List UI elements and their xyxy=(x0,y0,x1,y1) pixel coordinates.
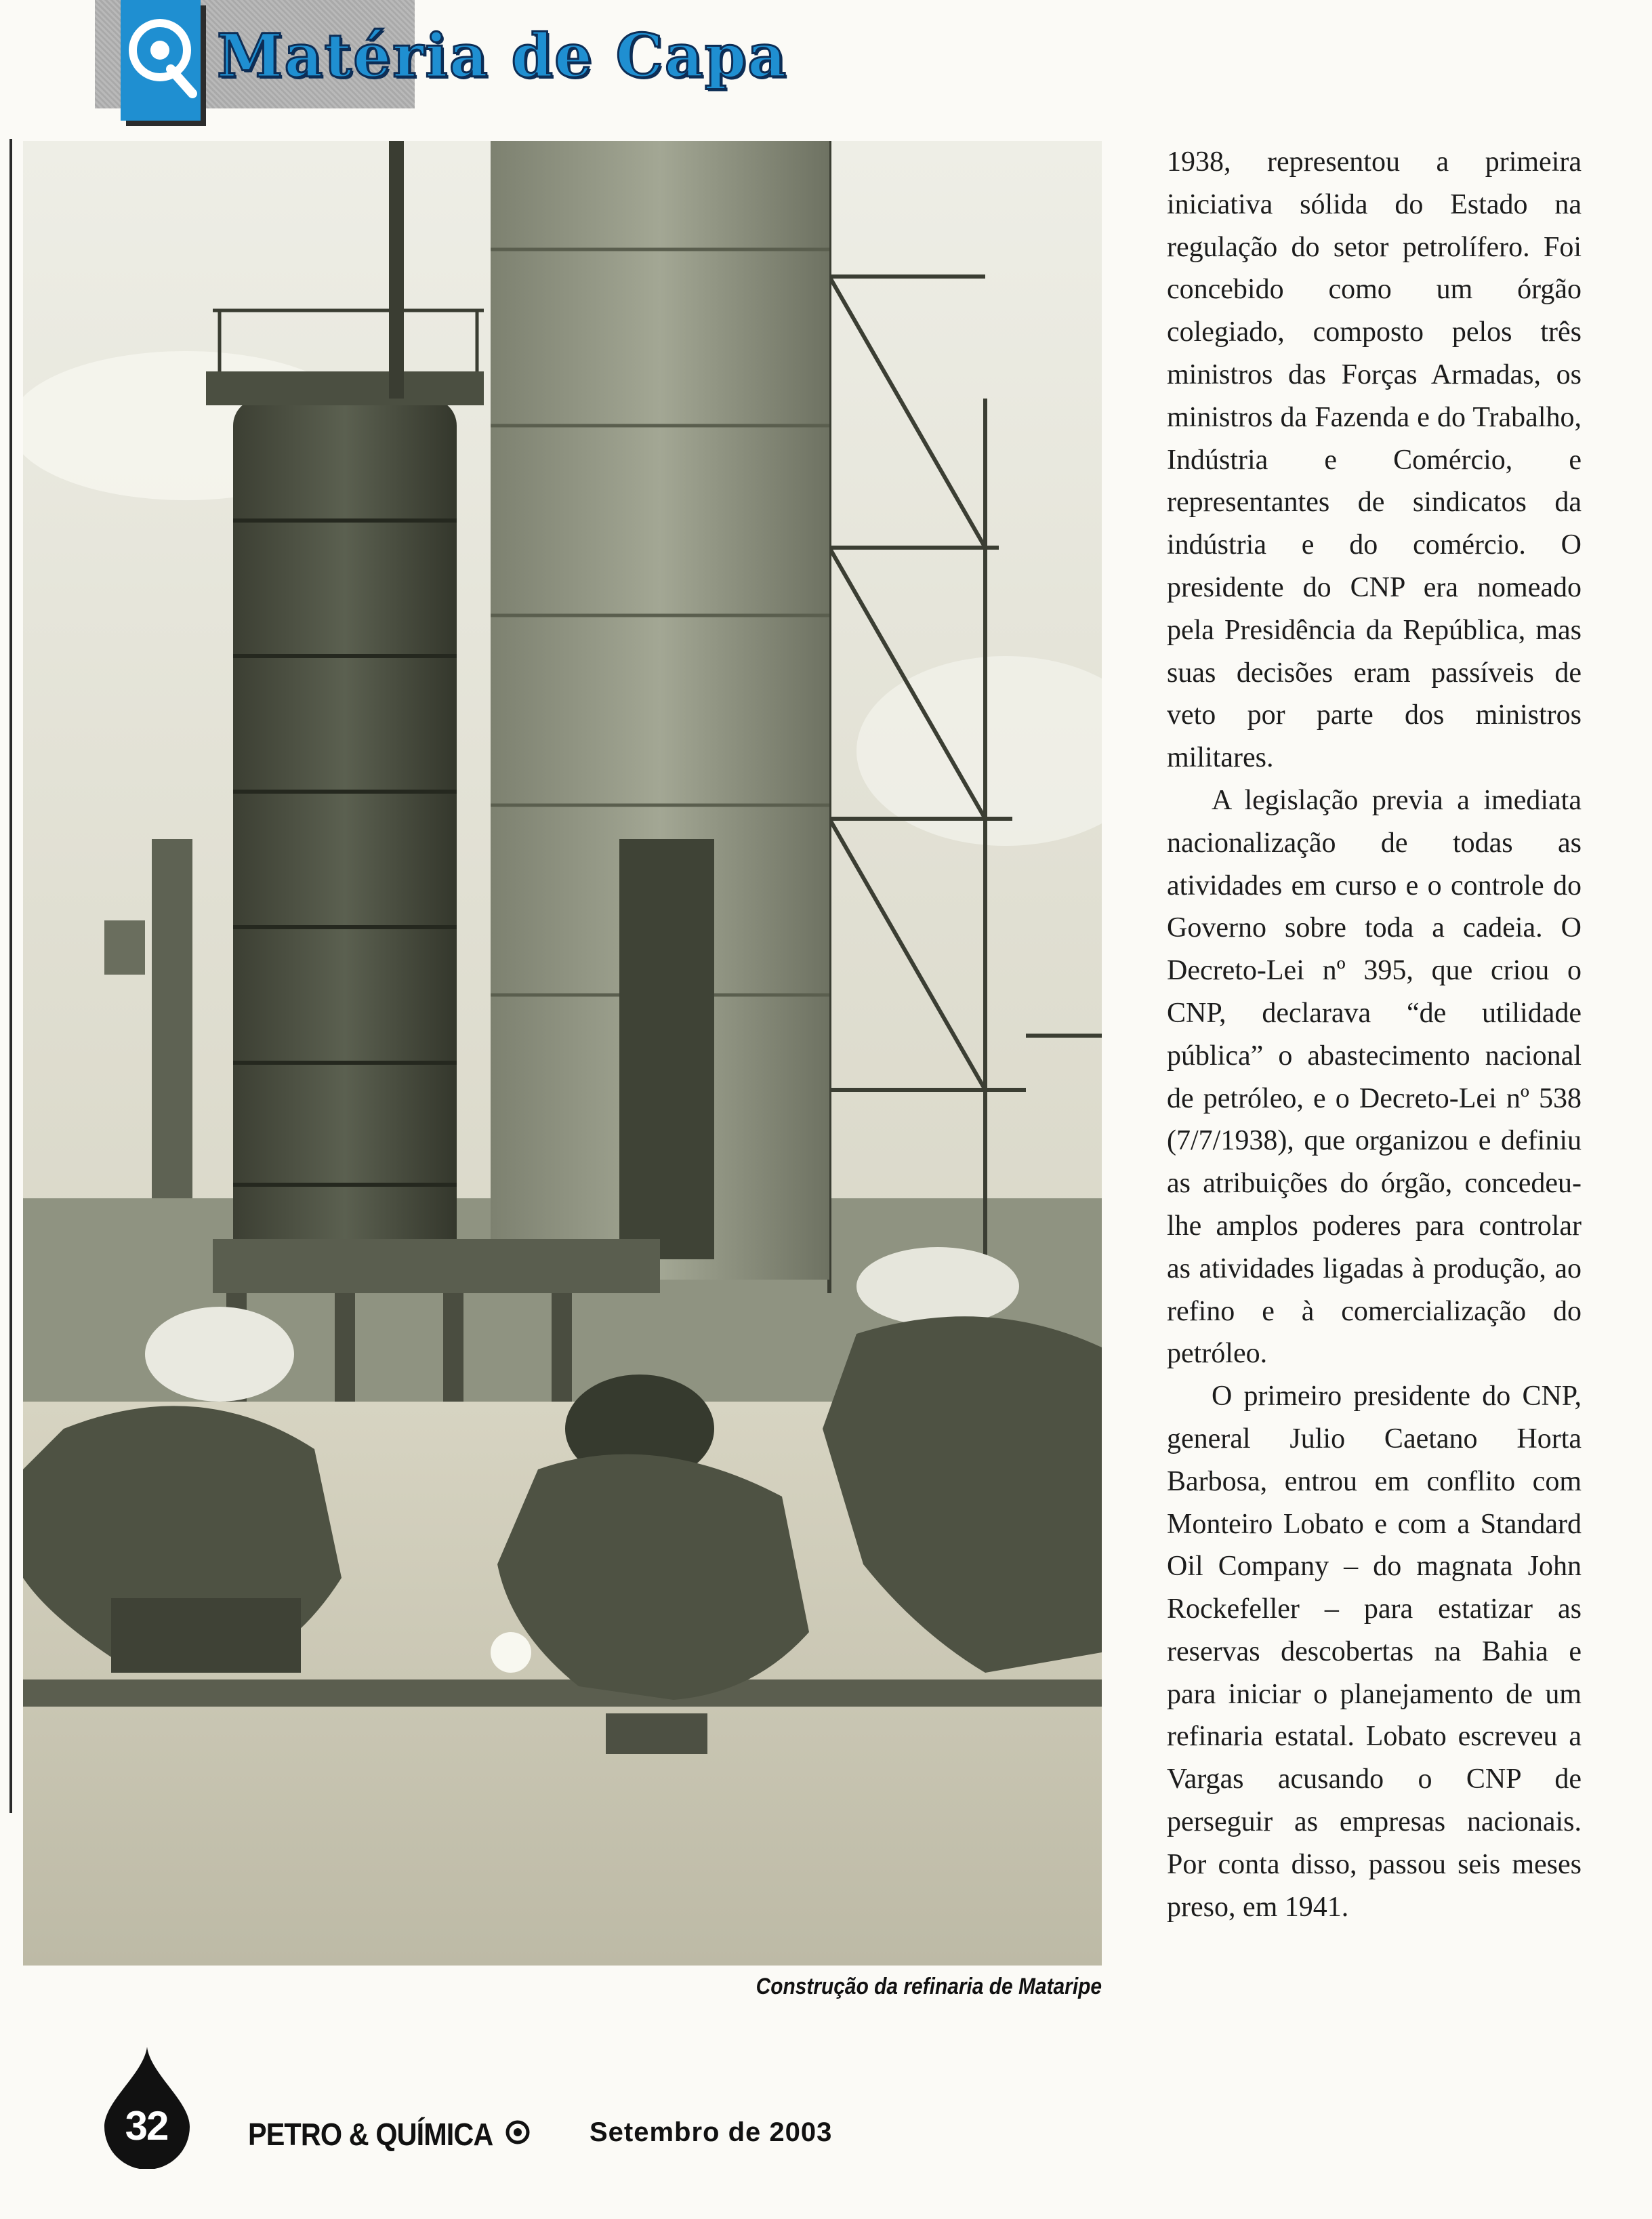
petroquimica-logo-icon xyxy=(121,0,201,121)
article-paragraph: A legislação previa a imediata nacionalização de todas as atividades em curso e o controle do Governo sobre toda a cadeia. O Decreto-Lei nº 395, que criou o CNP, declarava “de utilidade pública” o abastecimento nacional de petróleo, e o Decreto-Lei nº 538 (7/7/1938), que organizou e definiu as atribuições do órgão, concedeu-lhe amplos poderes para controlar as atividades ligadas à produção, ao refino e à comercialização do petróleo. xyxy=(1167,784,1582,1370)
section-title: Matéria de Capa xyxy=(217,20,788,91)
photo-caption: Construção da refinaria de Mataripe xyxy=(756,1974,1102,1999)
page-number: 32 xyxy=(125,2103,168,2149)
registered-mark-icon xyxy=(505,2120,530,2144)
refinery-photo xyxy=(23,141,1102,1966)
article-paragraph: O primeiro presidente do CNP, general Julio Caetano Horta Barbosa, entrou em conflito com Monteiro Lobato e com a Standard Oil Company – do magnata John Rockefeller – para estatizar as reservas descobertas na Bahia e para iniciar o planejamento de um refinaria estatal. Lobato escreveu a Vargas acusando o CNP de perseguir as empresas nacionais. Por conta disso, passou seis meses preso, em 1941. xyxy=(1167,1381,1582,1923)
refinery-photo-illustration xyxy=(23,141,1102,1966)
footer-brand: PETRO & QUÍMICA xyxy=(248,2117,493,2152)
footer-date: Setembro de 2003 xyxy=(590,2117,833,2147)
left-margin-rule xyxy=(9,139,12,1813)
article-paragraph: 1938, representou a primeira iniciativa sólida do Estado na regulação do setor petrolífero. Foi concebido como um órgão colegiado, composto pelos três ministros das Forças Armadas, os ministros da Fazenda e do Trabalho, Indústria e Comércio, e representantes de sindicatos da indústria e do comércio. O presidente do CNP era nomeado pela Presidência da República, mas suas decisões eram passíveis de veto por parte dos ministros militares. xyxy=(1167,146,1582,774)
article-column xyxy=(1167,141,1582,1928)
